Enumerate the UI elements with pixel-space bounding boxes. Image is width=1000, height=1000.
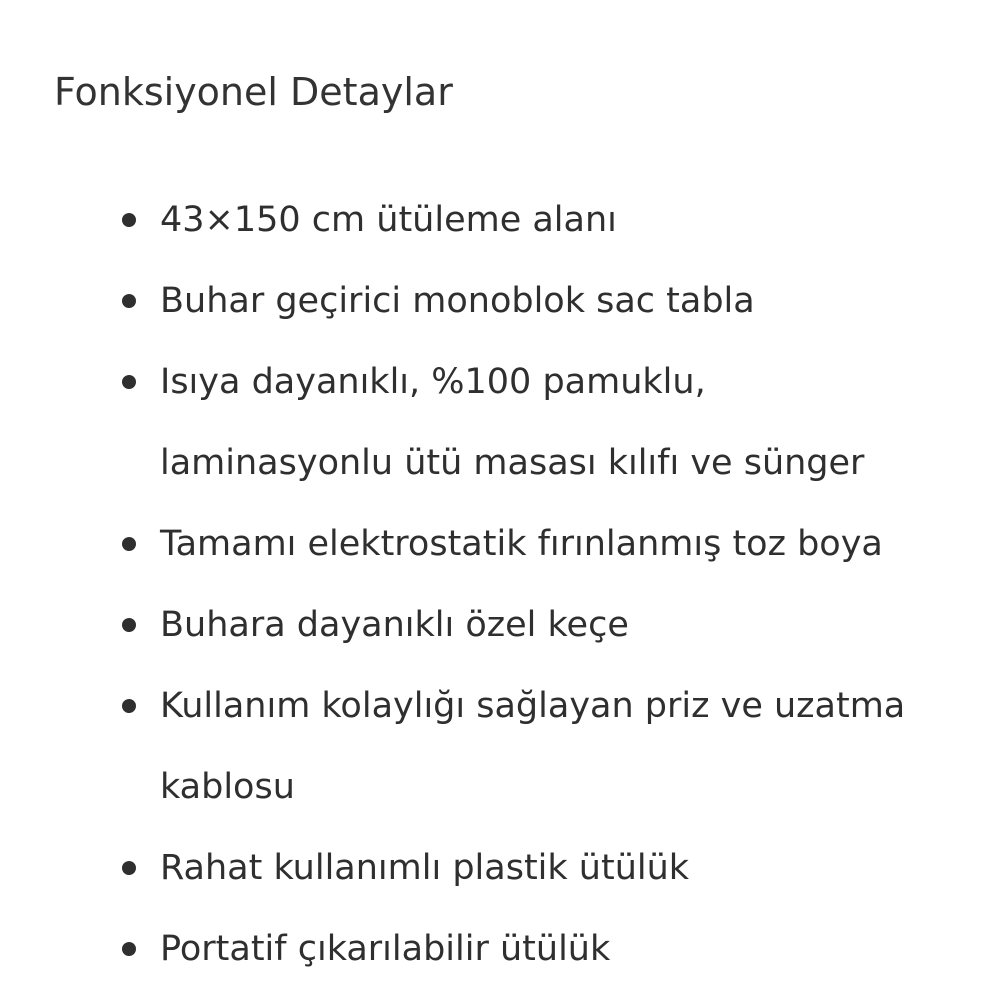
bullet-icon [122, 294, 136, 308]
bullet-icon [122, 618, 136, 632]
list-item [0, 585, 1000, 666]
list-item-text: Buhar geçirici monoblok sac tabla [160, 281, 755, 321]
list-item-text: Kullanım kolaylığı sağlayan priz ve uzatma [160, 686, 906, 726]
list-item [0, 909, 1000, 990]
list-item-text: Buhara dayanıklı özel keçe [160, 605, 629, 645]
list-item [0, 180, 1000, 261]
bullet-icon [122, 699, 136, 713]
feature-list [0, 180, 1000, 990]
bullet-icon [122, 861, 136, 875]
list-item-text: laminasyonlu ütü masası kılıfı ve sünger [160, 443, 865, 483]
list-item [0, 261, 1000, 342]
list-item-text: 43×150 cm ütüleme alanı [160, 200, 617, 240]
list-item-text: kablosu [160, 767, 295, 807]
list-item [0, 342, 1000, 504]
list-item-text: Portatif çıkarılabilir ütülük [160, 929, 611, 969]
list-item [0, 828, 1000, 909]
list-item-text: Isıya dayanıklı, %100 pamuklu, [160, 362, 706, 402]
section-title: Fonksiyonel Detaylar [54, 70, 453, 114]
bullet-icon [122, 942, 136, 956]
bullet-icon [122, 537, 136, 551]
bullet-icon [122, 375, 136, 389]
list-item-text: Rahat kullanımlı plastik ütülük [160, 848, 690, 888]
list-item [0, 666, 1000, 828]
bullet-icon [122, 213, 136, 227]
list-item-text: Tamamı elektrostatik fırınlanmış toz boya [160, 524, 883, 564]
list-item [0, 504, 1000, 585]
